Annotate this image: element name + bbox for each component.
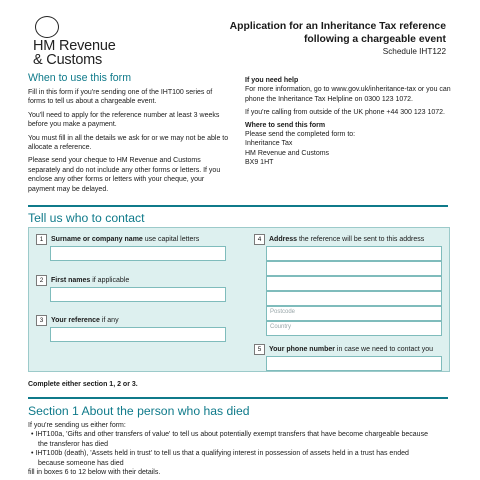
question-3-label: 3 Your reference if any: [36, 315, 119, 326]
surname-input[interactable]: [50, 246, 226, 261]
logo-line1: HM Revenue: [33, 38, 116, 54]
question-1-label: 1 Surname or company name use capital letters: [36, 234, 199, 245]
when-para-3: You must fill in all the details we ask for or we may not be able to allocate a reference.: [28, 134, 229, 152]
section-1-body: [28, 421, 428, 477]
when-to-use-section: [28, 72, 230, 194]
crest-icon: [35, 16, 59, 38]
section-divider: [28, 205, 448, 207]
section-1-divider: [28, 397, 448, 399]
section-1-footer: fill in boxes 6 to 12 below with their details.: [28, 469, 161, 477]
address-line-2-input[interactable]: [266, 261, 442, 276]
question-4-label: 4 Address the reference will be sent to this address: [254, 234, 424, 245]
phone-number-input[interactable]: [266, 356, 442, 371]
when-heading: When to use this form: [28, 72, 132, 84]
form-header: [206, 21, 446, 56]
when-para-1: Fill in this form if you're sending one of the IHT100 series of forms to tell us about a chargeable event.: [28, 89, 213, 106]
help-section: [245, 76, 455, 168]
question-number: 1: [36, 234, 47, 245]
form-title-line1: Application for an Inheritance Tax reference: [229, 21, 446, 32]
address-line-3: BX9 1HT: [245, 159, 274, 167]
when-para-2: You'll need to apply for the reference number at least 3 weeks before you make a payment.: [28, 111, 220, 129]
address-line-1-input[interactable]: [266, 246, 442, 261]
postcode-input[interactable]: Postcode: [266, 306, 442, 321]
address-line-2: HM Revenue and Customs: [245, 149, 330, 157]
reference-input[interactable]: [50, 327, 226, 342]
send-heading: Where to send this form: [245, 121, 326, 129]
when-para-4: Please send your cheque to HM Revenue and Customs separately and do not include any other forms or letters. If you enclose any other forms or letters with your cheque, your payment may be delayed.: [28, 157, 221, 193]
question-2-label: 2 First names if applicable: [36, 275, 129, 286]
country-input[interactable]: Country: [266, 321, 442, 336]
send-intro: Please send the completed form to:: [245, 131, 356, 139]
form-title-line2: following a chargeable event: [303, 33, 446, 45]
question-number: 2: [36, 275, 47, 286]
help-para-1: For more information, go to www.gov.uk/inheritance-tax or you can phone the Inheritance Tax Helpline on 0300 123 1072.: [245, 86, 451, 103]
section-1-bullet-1: • IHT100a, 'Gifts and other transfers of value' to tell us about potentially exempt transfers that have become chargeable because the transferor has died: [31, 431, 428, 448]
address-line-4-input[interactable]: [266, 291, 442, 306]
section-1-heading: Section 1 About the person who has died: [28, 404, 250, 418]
question-5-label: 5 Your phone number in case we need to contact you: [254, 344, 433, 355]
question-number: 4: [254, 234, 265, 245]
contact-heading: Tell us who to contact: [28, 211, 145, 225]
section-1-bullet-2: • IHT100b (death), 'Assets held in trust' to tell us that a qualifying interest in possession of assets held in a trust has ended because someone has died: [31, 450, 409, 467]
question-number: 5: [254, 344, 265, 355]
schedule-label: Schedule IHT122: [382, 47, 446, 57]
help-para-2: If you're calling from outside of the UK phone +44 300 123 1072.: [245, 109, 445, 117]
address-line-1: Inheritance Tax: [245, 140, 293, 148]
question-number: 3: [36, 315, 47, 326]
first-names-input[interactable]: [50, 287, 226, 302]
hmrc-logo: [33, 39, 116, 67]
logo-line2: & Customs: [33, 52, 103, 68]
address-line-3-input[interactable]: [266, 276, 442, 291]
section-1-intro: If you're sending us either form:: [28, 422, 126, 429]
complete-section-note: Complete either section 1, 2 or 3.: [28, 381, 138, 388]
help-heading: If you need help: [245, 77, 299, 84]
